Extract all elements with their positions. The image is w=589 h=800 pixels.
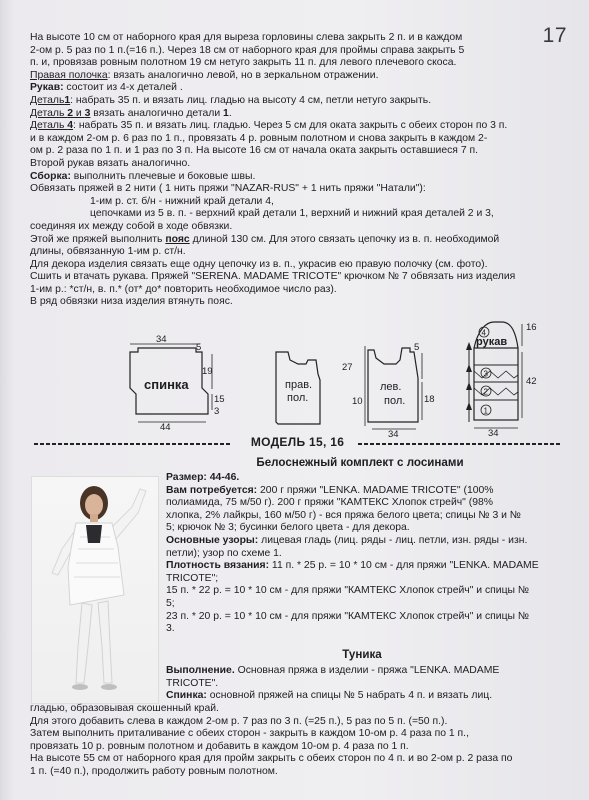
sleeve-num-3: 3	[483, 369, 488, 379]
text-line: Деталь 2 и 3 вязать аналогично детали 1.	[30, 107, 232, 119]
text-line: Второй рукав вязать аналогично.	[30, 157, 191, 169]
text-line: Сшить и втачать рукава. Пряжей "SERENA. MADAME TRICOTE" крючком № 7 обвязать низ изделия	[30, 271, 516, 283]
text-line: петли); узор по схеме 1.	[166, 547, 282, 559]
text-line: соединяя их между собой в ходе обвязки.	[30, 220, 233, 232]
binding-line-2: цепочками из 5 в. п. - верхний край детали 1, верхний и нижний края деталей 2 и 3,	[90, 208, 494, 220]
tunic-title: Туника	[342, 648, 382, 661]
sleeve-num-4: 4	[481, 328, 486, 338]
text-line: гладью, образовывая скошенный край.	[30, 703, 219, 714]
back-dim-19: 19	[202, 366, 213, 377]
text-line: 5; крючок № 3; бусинки белого цвета - для декора.	[166, 522, 410, 534]
text-line: Этой же пряжей выполнить пояс длиной 130 см. Для этого связать цепочку из в. п. необходимой	[30, 233, 500, 245]
instructions-part-1	[30, 32, 550, 309]
text-line: Вам потребуется: 200 г пряжи "LENKA. MADAME TRICOTE" (100%	[166, 484, 494, 496]
right-front-label-1: прав.	[285, 379, 313, 391]
text-line: и в каждом 2-ом р. 6 раз по 1 п., провязать 4 р. ровным полотном и снова закрыть в каждом 2-	[30, 132, 488, 144]
text-line: ом р. 2 раза по 1 п. и 1 раз по 3 п. На высоте 16 см от начала оката закрыть оставшиеся 7 п.	[30, 145, 478, 157]
page-number: 17	[542, 24, 567, 47]
back-dim-44: 44	[160, 422, 171, 433]
text-line: Выполнение. Основная пряжа в изделии - пряжа "LENKA. MADAME	[166, 665, 500, 676]
text-line: В ряд обвязки низа изделия втянуть пояс.	[30, 296, 233, 308]
schema-left-front	[338, 338, 438, 440]
right-front-label-2: пол.	[287, 392, 309, 404]
text-line: Основные узоры: лицевая гладь (лиц. ряды - лиц. петли, изн. ряды - изн.	[166, 534, 528, 546]
text-line: На высоте 55 см от наборного края для пройм закрыть с обеих сторон по 4 п. и во 2-ом р. 2 раза по	[30, 753, 513, 765]
text-line: TRICOTE".	[166, 677, 219, 689]
text-line: полиамида, 75 м/50 г). 200 г пряжи "КАМТЕКС Хлопок стрейч" (98%	[166, 497, 494, 509]
sleeve-dim-34: 34	[488, 428, 499, 439]
back-dim-34: 34	[156, 334, 167, 345]
text-line: п. и, провязав ровным полотном 19 см нетуго закрыть 11 п. для левого плечевого скоса.	[30, 57, 457, 69]
divider-right	[358, 443, 561, 445]
text-line: провязать 10 р. ровным полотном и добавить в каждом 10-ом р. 4 раза по 1 п.	[30, 740, 409, 752]
schema-back	[118, 334, 228, 433]
text-line: Спинка: основной пряжей на спицы № 5 набрать 4 п. и вязать лиц.	[166, 690, 493, 702]
tunic-continued-block	[30, 703, 558, 779]
text-line: 1-им р.: *ст/н, в. п.* (от* до* повторить необходимое число раз).	[30, 283, 337, 295]
schema-sleeve	[460, 318, 560, 439]
model-title: МОДЕЛЬ 15, 16	[250, 435, 345, 449]
left-front-dim-18: 18	[424, 394, 435, 405]
text-line: 23 п. * 20 р. = 10 * 10 см - для пряжи "КАМТЕКС Хлопок стрейч" и спицы №	[166, 610, 530, 622]
sleeve-label: рукав	[476, 336, 508, 348]
set-title: Белоснежный комплект с лосинами	[256, 456, 464, 469]
text-line: На высоте 10 см от наборного края для выреза горловины слева закрыть 2 п. и в каждом	[30, 32, 463, 43]
text-line: длины, обвязанную 1-им р. ст/н.	[30, 246, 186, 258]
schema-right-front	[270, 338, 334, 434]
text-line: Затем выполнить приталивание с обеих сторон - закрыть в каждом 10-ом р. 4 раза по 1 п.,	[30, 728, 469, 740]
sleeve-dim-42: 42	[526, 376, 537, 387]
left-front-dim-10: 10	[352, 396, 363, 407]
sleeve-num-2: 2	[483, 387, 488, 397]
left-front-dim-34: 34	[388, 429, 399, 440]
sleeve-dim-16: 16	[526, 322, 537, 333]
text-line: Плотность вязания: 11 п. * 25 р. = 10 * 10 см - для пряжи "LENKA. MADAME	[166, 560, 539, 572]
text-line: Деталь1: набрать 35 п. и вязать лиц. гладью на высоту 4 см, петли нетуго закрыть.	[30, 94, 432, 106]
text-line: 1 п. (=40 п.), продолжить работу ровным полотном.	[30, 765, 278, 777]
back-label: спинка	[144, 377, 189, 392]
text-line: Рукав: состоит из 4-х деталей .	[30, 82, 183, 94]
left-front-label-1: лев.	[380, 381, 402, 393]
text-line: 15 п. * 22 р. = 10 * 10 см - для пряжи "КАМТЕКС Хлопок стрейч" и спицы №	[166, 585, 530, 597]
tunic-block	[166, 665, 558, 703]
text-line: Деталь 4: набрать 35 п. и вязать лиц. гладью. Через 5 см для оката закрыть с обеих сторон по 3 п.	[30, 120, 508, 132]
model-photo	[31, 476, 159, 704]
text-line: хлопка, 2% лайкры, 160 м/50 г) - вся пряжа белого цвета; спицы № 3 и №	[166, 509, 521, 521]
divider-left	[34, 443, 232, 445]
text-line: Сборка: выполнить плечевые и боковые швы.	[30, 170, 256, 182]
text-line: 2-ом р. 5 раз по 1 п.(=16 п.). Через 18 см от наборного края для проймы справа закрыть 5	[30, 44, 465, 56]
text-line: 3.	[166, 623, 175, 635]
back-dim-15: 15	[214, 394, 225, 405]
text-line: Для декора изделия связать еще одну цепочку из в. п., украсив ею правую полочку (см. фото).	[30, 258, 488, 270]
text-line: 5;	[166, 597, 175, 609]
back-dim-3: 3	[214, 406, 220, 417]
materials-block	[166, 472, 558, 636]
sleeve-num-1: 1	[483, 406, 488, 416]
size-line: Размер: 44-46.	[166, 472, 240, 483]
text-line: Обвязать пряжей в 2 нити ( 1 нить пряжи "NAZAR-RUS" + 1 нить пряжи "Натали"):	[30, 183, 426, 195]
text-line: Правая полочка: вязать аналогично левой, но в зеркальном отражении.	[30, 69, 379, 81]
back-dim-5: 5	[196, 342, 202, 353]
left-front-dim-5: 5	[414, 342, 420, 353]
text-line: Для этого добавить слева в каждом 2-ом р. 7 раз по 3 п. (=25 п.), 5 раз по 5 п. (=50 п.).	[30, 715, 448, 727]
left-front-dim-27: 27	[342, 362, 353, 373]
left-front-label-2: пол.	[384, 395, 406, 407]
binding-line-1: 1-им р. ст. б/н - нижний край детали 4,	[90, 195, 274, 207]
text-line: TRICOTE";	[166, 572, 219, 584]
